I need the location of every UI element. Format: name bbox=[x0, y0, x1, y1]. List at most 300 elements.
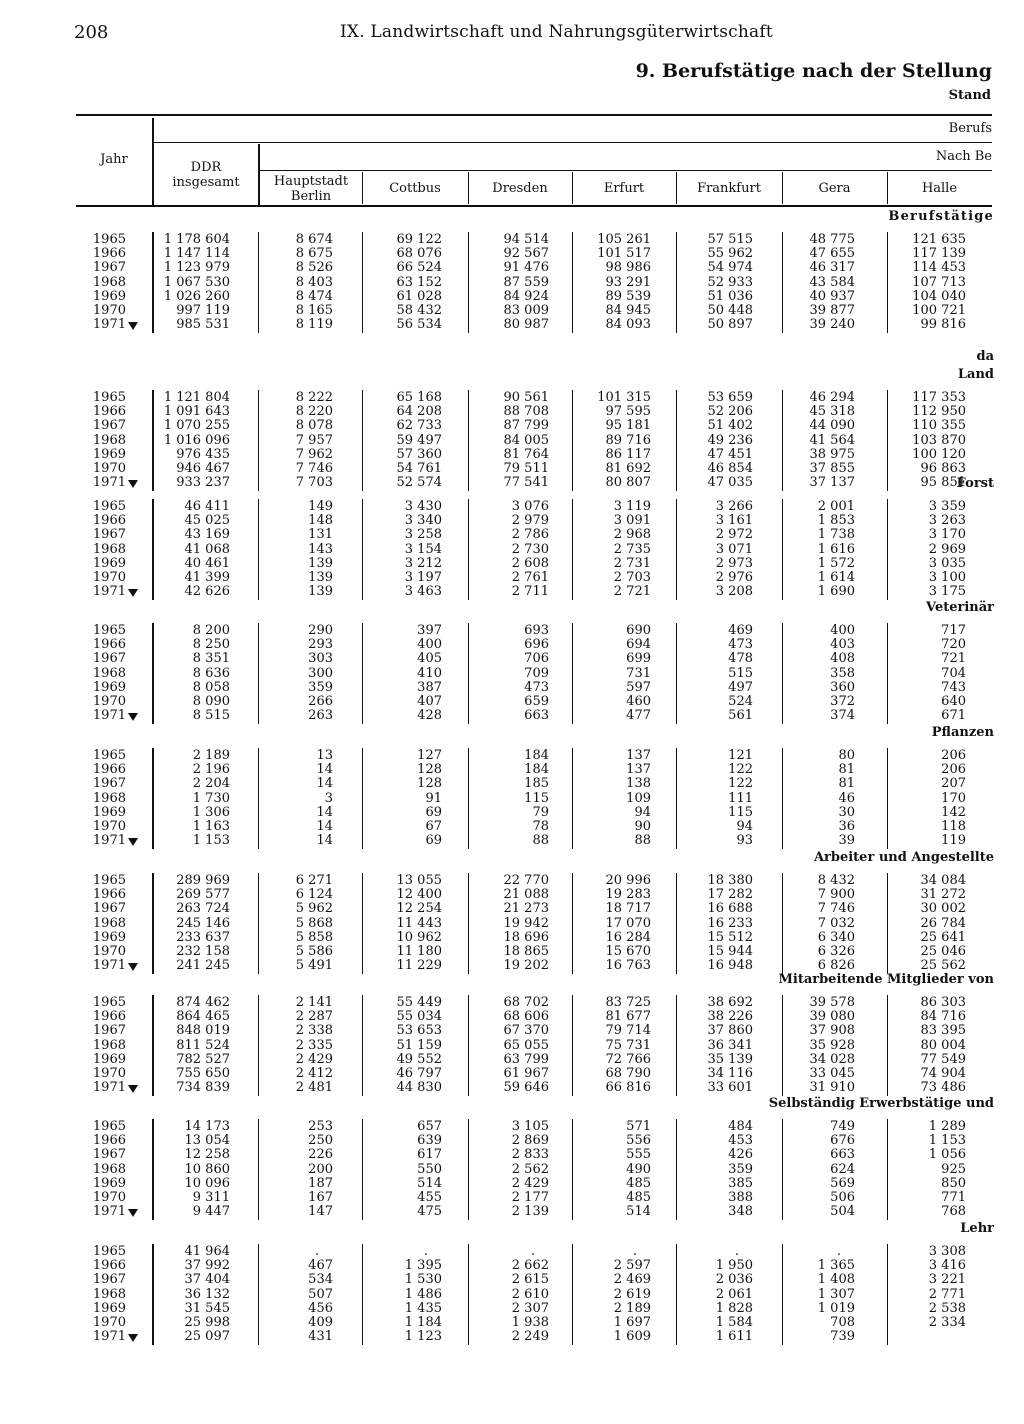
value-cell: 105 261 bbox=[597, 232, 651, 247]
value-cell: 8 119 bbox=[295, 317, 333, 333]
value-cell: 2 338 bbox=[295, 1023, 333, 1039]
table-row bbox=[0, 290, 1024, 304]
year-cell: 1971 bbox=[92, 833, 126, 849]
value-cell: 121 bbox=[728, 748, 753, 763]
value-cell: 690 bbox=[626, 623, 651, 638]
year-cell: 1965 bbox=[92, 1119, 126, 1134]
value-cell: 170 bbox=[941, 790, 966, 806]
value-cell: 2 721 bbox=[613, 584, 651, 600]
value-cell: 731 bbox=[626, 665, 651, 681]
value-cell: 571 bbox=[626, 1119, 651, 1134]
value-cell: 663 bbox=[830, 1147, 855, 1163]
value-cell: 360 bbox=[830, 679, 855, 695]
year-cell: 1969 bbox=[92, 804, 126, 820]
value-cell: 1 938 bbox=[511, 1315, 549, 1330]
value-cell: 241 245 bbox=[176, 958, 230, 974]
value-cell: 68 606 bbox=[503, 1009, 549, 1025]
value-cell: 110 355 bbox=[912, 418, 966, 434]
value-cell: 1 306 bbox=[192, 804, 230, 820]
value-cell: 15 944 bbox=[707, 944, 753, 959]
value-cell: 534 bbox=[308, 1272, 333, 1288]
value-cell: 37 137 bbox=[809, 475, 855, 491]
value-cell: 9 447 bbox=[192, 1204, 230, 1220]
value-cell: 8 165 bbox=[295, 303, 333, 318]
value-cell: 59 497 bbox=[396, 432, 442, 448]
year-cell: 1966 bbox=[92, 637, 126, 653]
value-cell: 95 851 bbox=[920, 475, 966, 491]
value-cell: 25 562 bbox=[920, 958, 966, 974]
value-cell: 2 481 bbox=[295, 1080, 333, 1096]
value-cell: 18 717 bbox=[605, 901, 651, 917]
year-cell: 1969 bbox=[92, 1051, 126, 1067]
value-cell: 1 365 bbox=[817, 1258, 855, 1274]
section-label: Selbständig Erwerbstätige und bbox=[768, 1096, 994, 1111]
value-cell: 515 bbox=[728, 665, 753, 681]
value-cell: 44 830 bbox=[396, 1080, 442, 1096]
value-cell: 456 bbox=[308, 1300, 333, 1316]
table-row bbox=[0, 806, 1024, 820]
value-cell: 2 562 bbox=[511, 1161, 549, 1177]
value-cell: 2 061 bbox=[715, 1286, 753, 1302]
value-cell: 13 bbox=[316, 748, 333, 763]
table-row bbox=[0, 1010, 1024, 1024]
value-cell: 569 bbox=[830, 1175, 855, 1191]
section-label: Berufstätige bbox=[888, 209, 994, 224]
value-cell: 89 716 bbox=[605, 432, 651, 448]
value-cell: 250 bbox=[308, 1133, 333, 1149]
year-cell: 1970 bbox=[92, 944, 126, 959]
value-cell: 56 534 bbox=[396, 317, 442, 333]
year-cell: 1969 bbox=[92, 929, 126, 945]
value-cell: 10 096 bbox=[184, 1175, 230, 1191]
value-cell: 1 584 bbox=[715, 1315, 753, 1330]
value-cell: 2 973 bbox=[715, 555, 753, 571]
value-cell: 90 bbox=[634, 819, 651, 834]
value-cell: 83 725 bbox=[605, 995, 651, 1010]
value-cell: 428 bbox=[417, 708, 442, 724]
value-cell: 7 957 bbox=[295, 432, 333, 448]
value-cell: 79 511 bbox=[503, 461, 549, 476]
value-cell: 782 527 bbox=[176, 1051, 230, 1067]
value-cell: 137 bbox=[626, 762, 651, 778]
table-row bbox=[0, 681, 1024, 695]
value-cell: 3 071 bbox=[715, 541, 753, 557]
value-cell: 2 735 bbox=[613, 541, 651, 557]
value-cell: 78 bbox=[532, 819, 549, 834]
value-cell: 524 bbox=[728, 694, 753, 709]
value-cell: 17 070 bbox=[605, 915, 651, 931]
table-row bbox=[0, 1067, 1024, 1081]
value-cell: 2 189 bbox=[192, 748, 230, 763]
value-cell: 3 154 bbox=[404, 541, 442, 557]
value-cell: 2 429 bbox=[511, 1175, 549, 1191]
value-cell: 90 561 bbox=[503, 390, 549, 405]
value-cell: 403 bbox=[830, 637, 855, 653]
value-cell: 47 655 bbox=[809, 246, 855, 262]
table-row bbox=[0, 1245, 1024, 1259]
value-cell: 100 721 bbox=[912, 303, 966, 318]
value-cell: 81 bbox=[838, 776, 855, 792]
berufs-rule bbox=[152, 142, 992, 143]
value-cell: 142 bbox=[941, 804, 966, 820]
value-cell: 14 bbox=[316, 776, 333, 792]
table-row bbox=[0, 557, 1024, 571]
value-cell: . bbox=[314, 1244, 319, 1259]
column-header-divider bbox=[676, 172, 677, 204]
column-header bbox=[468, 181, 572, 196]
value-cell: 45 025 bbox=[184, 513, 230, 529]
year-cell: 1967 bbox=[92, 418, 126, 434]
table-row bbox=[0, 500, 1024, 514]
value-cell: 86 303 bbox=[920, 995, 966, 1010]
value-cell: 14 173 bbox=[184, 1119, 230, 1134]
value-cell: 15 670 bbox=[605, 944, 651, 959]
value-cell: 469 bbox=[728, 623, 753, 638]
column-header-line2: Berlin bbox=[290, 189, 332, 204]
value-cell: 300 bbox=[308, 665, 333, 681]
column-header-divider bbox=[468, 172, 469, 204]
value-cell: 73 486 bbox=[920, 1080, 966, 1096]
value-cell: 46 bbox=[838, 790, 855, 806]
year-cell: 1970 bbox=[92, 461, 126, 476]
value-cell: 185 bbox=[524, 776, 549, 792]
year-cell: 1970 bbox=[92, 1066, 126, 1081]
down-triangle-icon bbox=[128, 838, 138, 846]
header-nach-be: Nach Be bbox=[935, 149, 992, 164]
value-cell: 485 bbox=[626, 1175, 651, 1191]
value-cell: 1 697 bbox=[613, 1315, 651, 1330]
value-cell: 2 610 bbox=[511, 1286, 549, 1302]
value-cell: 720 bbox=[941, 637, 966, 653]
value-cell: 1 147 114 bbox=[163, 246, 230, 262]
value-cell: 48 775 bbox=[809, 232, 855, 247]
value-cell: 117 353 bbox=[912, 390, 966, 405]
value-cell: 694 bbox=[626, 637, 651, 653]
year-cell: 1970 bbox=[92, 819, 126, 834]
value-cell: 12 254 bbox=[396, 901, 442, 917]
value-cell: 18 696 bbox=[503, 929, 549, 945]
value-cell: 89 539 bbox=[605, 288, 651, 304]
header-bottom-rule bbox=[76, 205, 992, 207]
value-cell: 68 790 bbox=[605, 1066, 651, 1081]
header-divider-jahr bbox=[152, 118, 154, 206]
value-cell: 659 bbox=[524, 694, 549, 709]
value-cell: 84 716 bbox=[920, 1009, 966, 1025]
value-cell: 400 bbox=[417, 637, 442, 653]
value-cell: 8 515 bbox=[192, 708, 230, 724]
value-cell: 42 626 bbox=[184, 584, 230, 600]
value-cell: 69 bbox=[425, 833, 442, 849]
value-cell: 37 860 bbox=[707, 1023, 753, 1039]
table-row bbox=[0, 1205, 1024, 1219]
value-cell: 1 611 bbox=[715, 1329, 753, 1345]
value-cell: 704 bbox=[941, 665, 966, 681]
value-cell: 3 035 bbox=[928, 555, 966, 571]
value-cell: 94 bbox=[634, 804, 651, 820]
value-cell: 49 552 bbox=[396, 1051, 442, 1067]
value-cell: 226 bbox=[308, 1147, 333, 1163]
value-cell: 3 175 bbox=[928, 584, 966, 600]
value-cell: 62 733 bbox=[396, 418, 442, 434]
year-cell: 1969 bbox=[92, 288, 126, 304]
header-jahr: Jahr bbox=[100, 152, 128, 167]
value-cell: 131 bbox=[308, 527, 333, 543]
value-cell: 407 bbox=[417, 694, 442, 709]
column-header-divider bbox=[782, 172, 783, 204]
value-cell: 14 bbox=[316, 833, 333, 849]
value-cell: 504 bbox=[830, 1204, 855, 1220]
value-cell: 37 908 bbox=[809, 1023, 855, 1039]
value-cell: 706 bbox=[524, 651, 549, 667]
value-cell: 88 bbox=[634, 833, 651, 849]
value-cell: 985 531 bbox=[176, 317, 230, 333]
value-cell: 1 486 bbox=[404, 1286, 442, 1302]
value-cell: 2 619 bbox=[613, 1286, 651, 1302]
value-cell: 11 443 bbox=[396, 915, 442, 931]
value-cell: 117 139 bbox=[912, 246, 966, 262]
value-cell: 2 189 bbox=[613, 1300, 651, 1316]
column-header bbox=[260, 174, 362, 204]
value-cell: 460 bbox=[626, 694, 651, 709]
header-ddr-line1: DDR bbox=[190, 160, 222, 175]
value-cell: 68 076 bbox=[396, 246, 442, 262]
table-row bbox=[0, 1163, 1024, 1177]
year-cell: 1968 bbox=[92, 1037, 126, 1053]
value-cell: 749 bbox=[830, 1119, 855, 1134]
table-row bbox=[0, 1053, 1024, 1067]
value-cell: 3 308 bbox=[928, 1244, 966, 1259]
value-cell: 3 170 bbox=[928, 527, 966, 543]
value-cell: 54 761 bbox=[396, 461, 442, 476]
table-row bbox=[0, 917, 1024, 931]
year-cell: 1966 bbox=[92, 1133, 126, 1149]
value-cell: 2 196 bbox=[192, 762, 230, 778]
value-cell: 263 724 bbox=[176, 901, 230, 917]
value-cell: 26 784 bbox=[920, 915, 966, 931]
value-cell: 3 266 bbox=[715, 499, 753, 514]
year-cell: 1966 bbox=[92, 1258, 126, 1274]
value-cell: . bbox=[836, 1244, 841, 1259]
value-cell: 79 bbox=[532, 804, 549, 820]
value-cell: 663 bbox=[524, 708, 549, 724]
value-cell: 2 972 bbox=[715, 527, 753, 543]
value-cell: 54 974 bbox=[707, 260, 753, 276]
value-cell: 80 987 bbox=[503, 317, 549, 333]
value-cell: 128 bbox=[417, 762, 442, 778]
year-cell: 1966 bbox=[92, 513, 126, 529]
table-row bbox=[0, 462, 1024, 476]
table-row bbox=[0, 419, 1024, 433]
table-row bbox=[0, 1134, 1024, 1148]
value-cell: 30 bbox=[838, 804, 855, 820]
year-cell: 1965 bbox=[92, 623, 126, 638]
value-cell: 46 294 bbox=[809, 390, 855, 405]
value-cell: 2 969 bbox=[928, 541, 966, 557]
value-cell: 1 609 bbox=[613, 1329, 651, 1345]
value-cell: 121 635 bbox=[912, 232, 966, 247]
table-row bbox=[0, 276, 1024, 290]
table-row bbox=[0, 391, 1024, 405]
table-row bbox=[0, 834, 1024, 848]
value-cell: 2 869 bbox=[511, 1133, 549, 1149]
value-cell: 81 bbox=[838, 762, 855, 778]
value-cell: 1 435 bbox=[404, 1300, 442, 1316]
down-triangle-icon bbox=[128, 1209, 138, 1217]
value-cell: 1 738 bbox=[817, 527, 855, 543]
value-cell: 94 514 bbox=[503, 232, 549, 247]
table-row bbox=[0, 777, 1024, 791]
value-cell: 9 311 bbox=[192, 1190, 230, 1205]
value-cell: 52 933 bbox=[707, 274, 753, 290]
value-cell: 624 bbox=[830, 1161, 855, 1177]
value-cell: 484 bbox=[728, 1119, 753, 1134]
value-cell: 91 bbox=[425, 790, 442, 806]
value-cell: 139 bbox=[308, 555, 333, 571]
nach-be-rule bbox=[260, 170, 992, 171]
year-cell: 1969 bbox=[92, 555, 126, 571]
year-cell: 1965 bbox=[92, 873, 126, 888]
value-cell: 233 637 bbox=[176, 929, 230, 945]
value-cell: 38 226 bbox=[707, 1009, 753, 1025]
value-cell: 2 608 bbox=[511, 555, 549, 571]
value-cell: 490 bbox=[626, 1161, 651, 1177]
year-cell: 1967 bbox=[92, 901, 126, 917]
value-cell: 47 035 bbox=[707, 475, 753, 491]
value-cell: 93 bbox=[736, 833, 753, 849]
value-cell: 709 bbox=[524, 665, 549, 681]
value-cell: 5 858 bbox=[295, 929, 333, 945]
value-cell: 52 574 bbox=[396, 475, 442, 491]
value-cell: 77 541 bbox=[503, 475, 549, 491]
year-cell: 1967 bbox=[92, 1272, 126, 1288]
year-cell: 1967 bbox=[92, 1023, 126, 1039]
value-cell: 187 bbox=[308, 1175, 333, 1191]
value-cell: 77 549 bbox=[920, 1051, 966, 1067]
value-cell: 269 577 bbox=[176, 887, 230, 903]
table-row bbox=[0, 1259, 1024, 1273]
value-cell: 59 646 bbox=[503, 1080, 549, 1096]
value-cell: 8 058 bbox=[192, 679, 230, 695]
value-cell: 1 572 bbox=[817, 555, 855, 571]
value-cell: 3 359 bbox=[928, 499, 966, 514]
value-cell: 25 046 bbox=[920, 944, 966, 959]
value-cell: 1 163 bbox=[192, 819, 230, 834]
table-row bbox=[0, 1177, 1024, 1191]
value-cell: 19 202 bbox=[503, 958, 549, 974]
value-cell: 708 bbox=[830, 1315, 855, 1330]
section-label: Pflanzen bbox=[931, 725, 994, 740]
year-cell: 1970 bbox=[92, 303, 126, 318]
value-cell: 184 bbox=[524, 748, 549, 763]
year-cell: 1967 bbox=[92, 1147, 126, 1163]
value-cell: 933 237 bbox=[176, 475, 230, 491]
value-cell: 14 bbox=[316, 819, 333, 834]
table-row bbox=[0, 1148, 1024, 1162]
value-cell: 184 bbox=[524, 762, 549, 778]
value-cell: 358 bbox=[830, 665, 855, 681]
table-row bbox=[0, 820, 1024, 834]
value-cell: 18 865 bbox=[503, 944, 549, 959]
value-cell: 7 962 bbox=[295, 446, 333, 462]
table-row bbox=[0, 543, 1024, 557]
value-cell: 33 045 bbox=[809, 1066, 855, 1081]
year-cell: 1965 bbox=[92, 499, 126, 514]
value-cell: 51 402 bbox=[707, 418, 753, 434]
value-cell: 1 853 bbox=[817, 513, 855, 529]
value-cell: 506 bbox=[830, 1190, 855, 1205]
value-cell: 475 bbox=[417, 1204, 442, 1220]
value-cell: 811 524 bbox=[176, 1037, 230, 1053]
value-cell: 3 bbox=[324, 790, 333, 806]
value-cell: 2 335 bbox=[295, 1037, 333, 1053]
value-cell: 79 714 bbox=[605, 1023, 651, 1039]
value-cell: 12 258 bbox=[184, 1147, 230, 1163]
value-cell: 514 bbox=[417, 1175, 442, 1191]
column-header bbox=[676, 181, 782, 196]
year-cell: 1968 bbox=[92, 915, 126, 931]
value-cell: 38 692 bbox=[707, 995, 753, 1010]
value-cell: 1 153 bbox=[928, 1133, 966, 1149]
value-cell: 1 828 bbox=[715, 1300, 753, 1316]
value-cell: 25 998 bbox=[184, 1315, 230, 1330]
value-cell: 53 653 bbox=[396, 1023, 442, 1039]
column-header-line1: Hauptstadt bbox=[273, 174, 349, 189]
value-cell: 5 962 bbox=[295, 901, 333, 917]
value-cell: 44 090 bbox=[809, 418, 855, 434]
column-header-line1: Gera bbox=[818, 181, 851, 196]
value-cell: 2 597 bbox=[613, 1258, 651, 1274]
value-cell: 75 731 bbox=[605, 1037, 651, 1053]
value-cell: 16 284 bbox=[605, 929, 651, 945]
value-cell: 51 159 bbox=[396, 1037, 442, 1053]
table-row bbox=[0, 749, 1024, 763]
value-cell: 81 692 bbox=[605, 461, 651, 476]
value-cell: 93 291 bbox=[605, 274, 651, 290]
value-cell: 2 761 bbox=[511, 570, 549, 585]
value-cell: 455 bbox=[417, 1190, 442, 1205]
value-cell: 67 370 bbox=[503, 1023, 549, 1039]
value-cell: 107 713 bbox=[912, 274, 966, 290]
value-cell: 2 141 bbox=[295, 995, 333, 1010]
value-cell: 2 177 bbox=[511, 1190, 549, 1205]
value-cell: 206 bbox=[941, 762, 966, 778]
value-cell: 55 962 bbox=[707, 246, 753, 262]
value-cell: 57 515 bbox=[707, 232, 753, 247]
value-cell: 743 bbox=[941, 679, 966, 695]
table-row bbox=[0, 1039, 1024, 1053]
section-label: Mitarbeitende Mitglieder von bbox=[778, 972, 994, 987]
year-cell: 1971 bbox=[92, 958, 126, 974]
value-cell: 17 282 bbox=[707, 887, 753, 903]
year-cell: 1968 bbox=[92, 432, 126, 448]
value-cell: 473 bbox=[728, 637, 753, 653]
value-cell: 925 bbox=[941, 1161, 966, 1177]
column-header-divider bbox=[362, 172, 363, 204]
down-triangle-icon bbox=[128, 963, 138, 971]
year-cell: 1965 bbox=[92, 995, 126, 1010]
value-cell: 8 526 bbox=[295, 260, 333, 276]
table-row bbox=[0, 931, 1024, 945]
value-cell: 2 287 bbox=[295, 1009, 333, 1025]
value-cell: 143 bbox=[308, 541, 333, 557]
value-cell: 88 708 bbox=[503, 404, 549, 420]
value-cell: 5 586 bbox=[295, 944, 333, 959]
value-cell: 768 bbox=[941, 1204, 966, 1220]
value-cell: 100 120 bbox=[912, 446, 966, 462]
value-cell: 3 076 bbox=[511, 499, 549, 514]
header-berufs: Berufs bbox=[948, 121, 992, 136]
year-cell: 1968 bbox=[92, 665, 126, 681]
